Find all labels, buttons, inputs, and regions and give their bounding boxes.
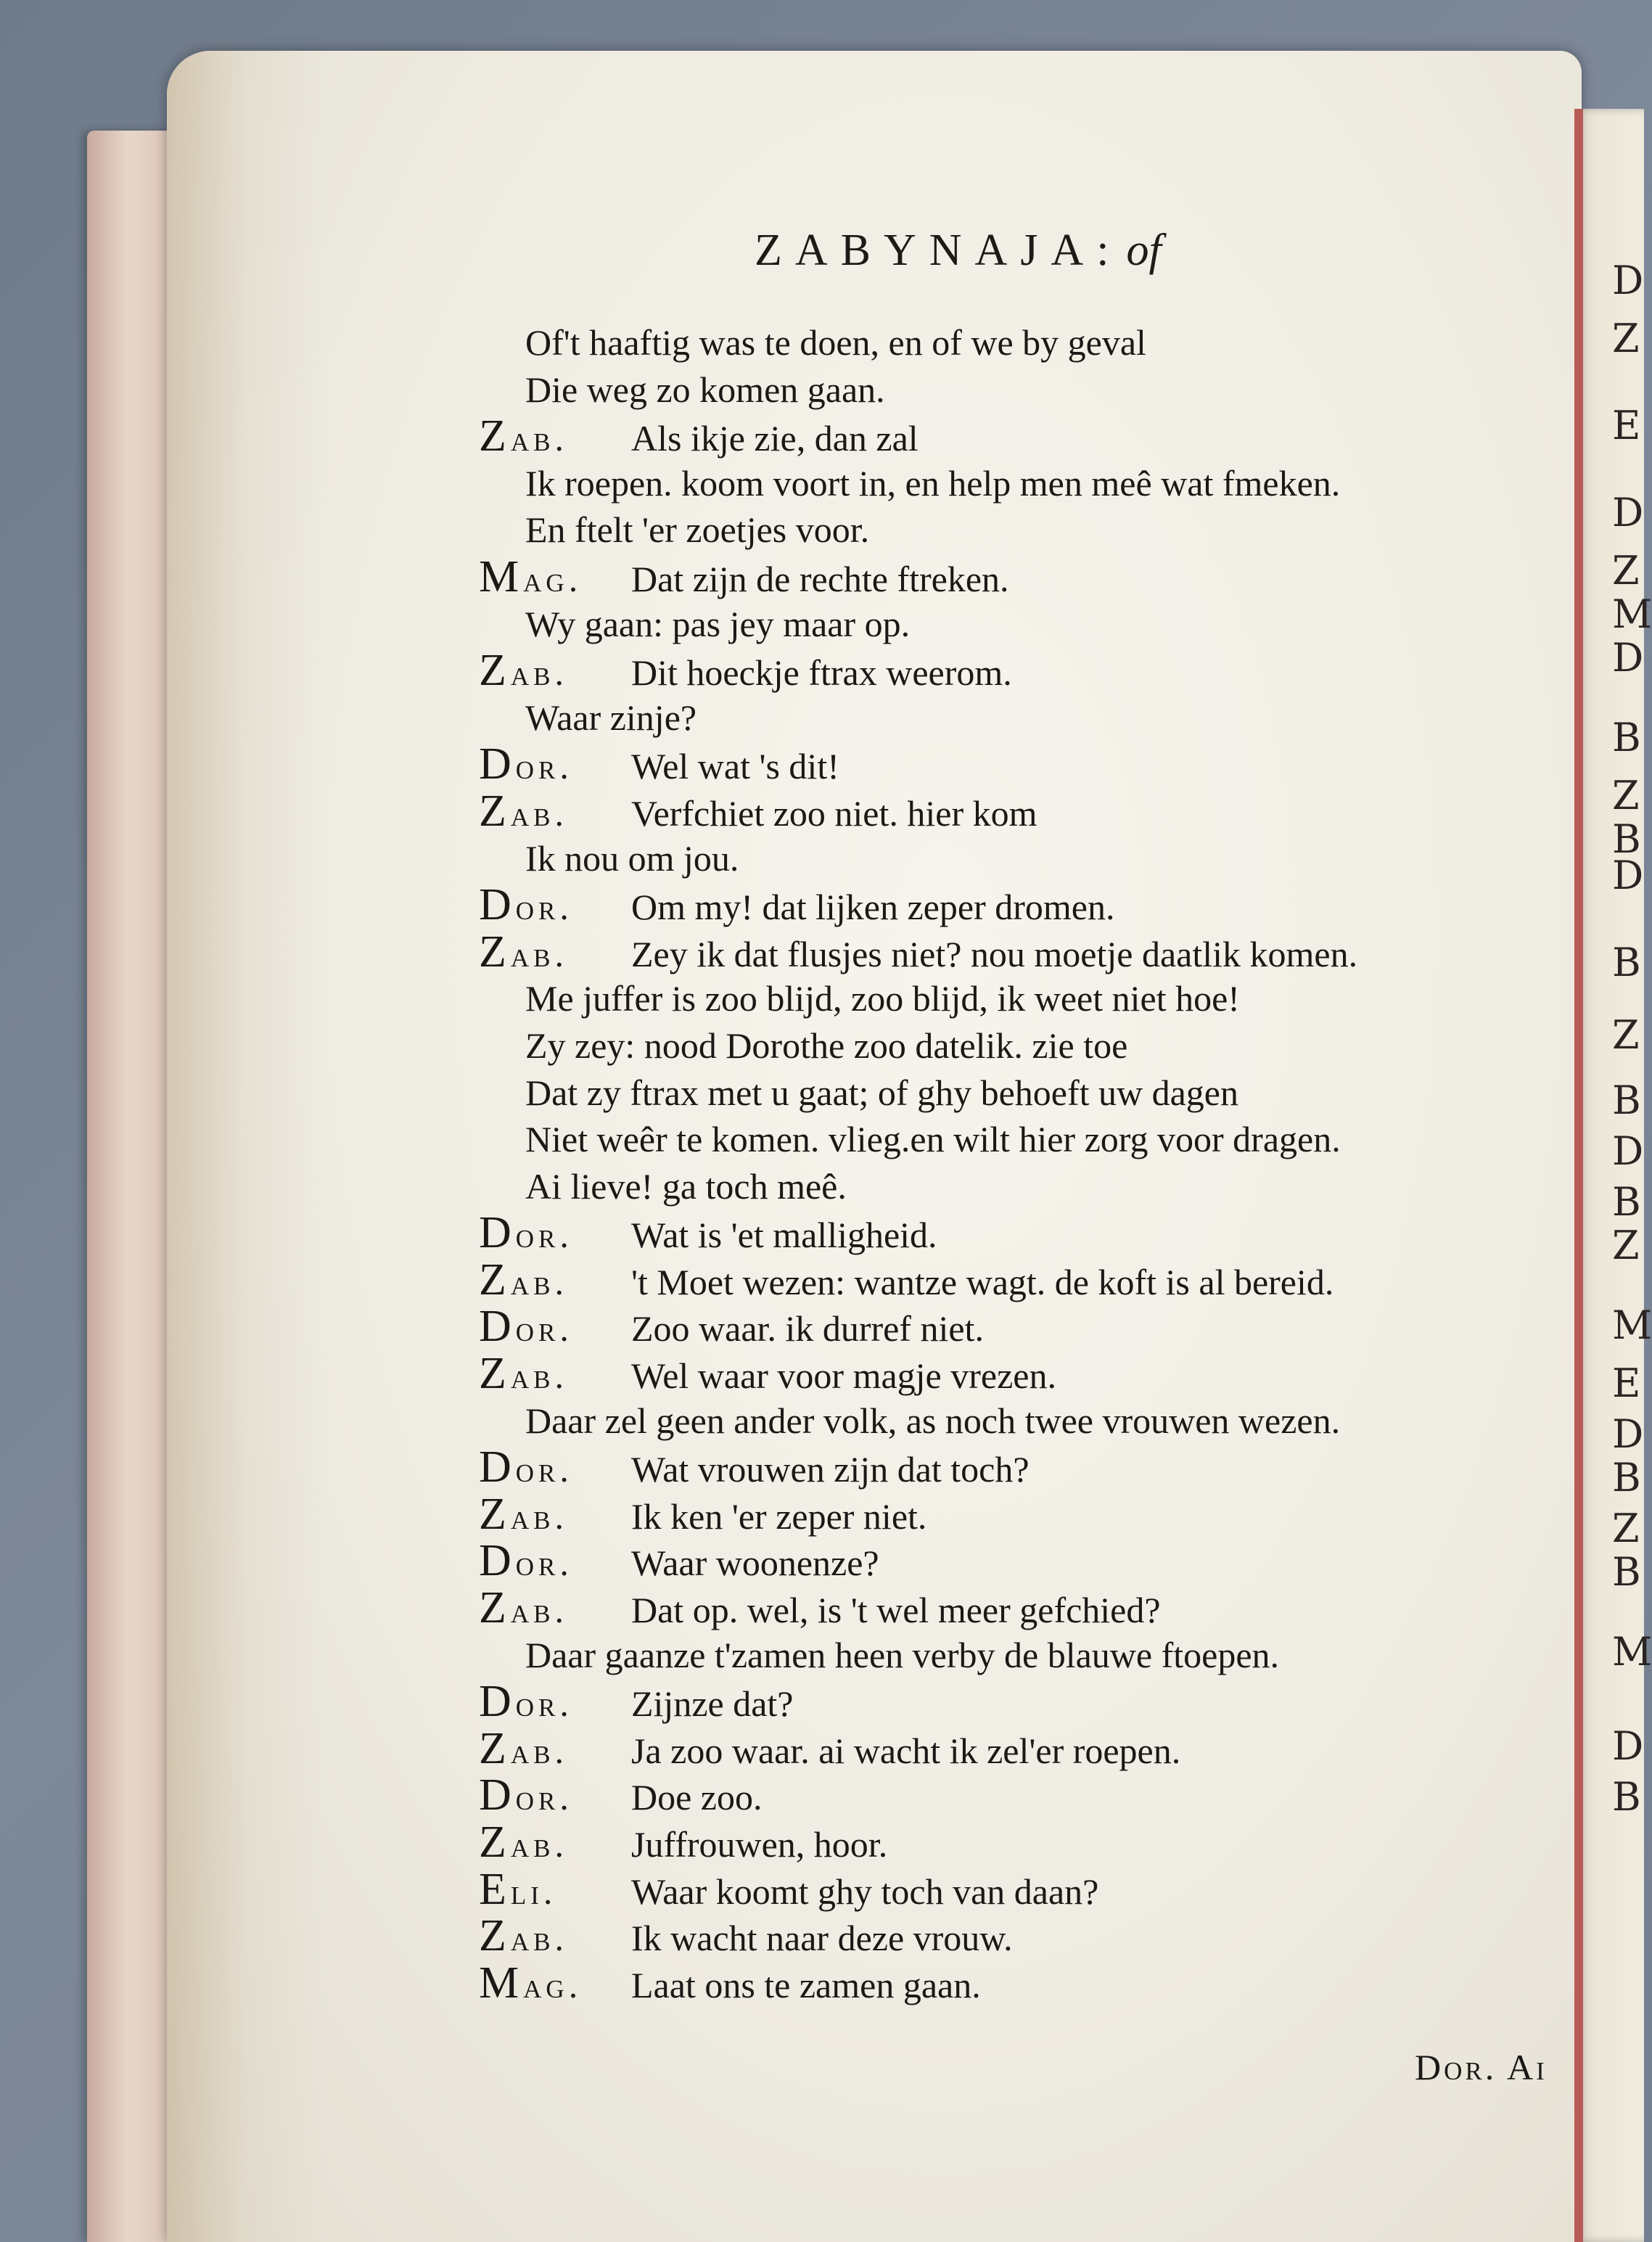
verse-text: Waar koomt ghy toch van daan?	[631, 1871, 1099, 1912]
verse-text: Verfchiet zoo niet. hier kom	[631, 792, 1037, 834]
verse-line	[479, 460, 1582, 507]
verse-text: Wel waar voor magje vrezen.	[631, 1355, 1056, 1397]
speaker-name: Zab.	[479, 1723, 568, 1773]
verse-line	[479, 1866, 1582, 1913]
verse-text: Dat zy ftrax met u gaat; of ghy behoeft uw dagen	[525, 1072, 1238, 1113]
adjacent-page-letter: E	[1612, 403, 1641, 448]
verse-line	[479, 366, 1582, 414]
speaker-name: Dor.	[479, 1208, 573, 1258]
speaker-name: Zab.	[479, 1349, 568, 1399]
adjacent-page-letter: D	[1612, 490, 1644, 535]
speaker-name: Zab.	[479, 646, 568, 696]
verse-line	[479, 1350, 1582, 1397]
verse-line	[479, 741, 1582, 788]
verse-line	[479, 1678, 1582, 1725]
adjacent-page	[1574, 109, 1652, 2242]
adjacent-page-letter: D	[1612, 1723, 1644, 1769]
verse-line	[479, 1210, 1582, 1257]
verse-text: Om my! dat lijken zeper dromen.	[631, 887, 1115, 928]
adjacent-page-letter: B	[1612, 940, 1641, 985]
verse-line	[479, 647, 1582, 694]
adjacent-page-letter: Z	[1612, 1223, 1640, 1268]
verse-line	[479, 1725, 1582, 1773]
adjacent-page-letter: E	[1612, 1360, 1641, 1406]
verse-text: Laat ons te zamen gaan.	[631, 1964, 981, 2005]
adjacent-page-letter: B	[1612, 816, 1641, 862]
running-head	[755, 225, 1162, 276]
speaker-name: Zab.	[479, 1583, 568, 1633]
adjacent-page-letter: B	[1612, 1774, 1641, 1820]
verse-text: Doe zoo.	[631, 1777, 763, 1818]
verse-text: Waar woonenze?	[631, 1543, 879, 1584]
verse-text: Zijnze dat?	[631, 1683, 794, 1725]
adjacent-page-letter: B	[1612, 715, 1641, 760]
catchword: Dor. Ai	[1415, 2047, 1548, 2087]
verse-text: Niet weêr te komen. vlieg.en wilt hier zorg voor dragen.	[525, 1119, 1341, 1160]
adjacent-page-letter: M	[1612, 1302, 1652, 1348]
adjacent-page-letter: Z	[1612, 773, 1640, 818]
verse-line	[479, 1397, 1582, 1445]
verse-line	[479, 975, 1582, 1022]
speaker-name: Zab.	[479, 1818, 568, 1867]
verse-text: Of't haaftig was te doen, en of we by geval	[525, 322, 1146, 363]
verse-text: Dat zijn de rechte ftreken.	[631, 558, 1009, 599]
verse-text: Ik roepen. koom voort in, en help men meê wat fmeken.	[525, 462, 1341, 504]
verse-text: Daar gaanze t'zamen heen verby de blauwe ftoepen.	[525, 1634, 1280, 1675]
verse-line	[479, 1960, 1582, 2007]
adjacent-page-letter: B	[1612, 1455, 1641, 1500]
speaker-name: Zab.	[479, 1911, 568, 1961]
speaker-name: Dor.	[479, 1442, 573, 1492]
speaker-name: Zab.	[479, 1489, 568, 1539]
adjacent-page-letter: D	[1612, 258, 1644, 303]
verse-line	[479, 1913, 1582, 1960]
speaker-name: Mag.	[479, 1958, 583, 2008]
adjacent-page-letter: Z	[1612, 548, 1640, 594]
verse-line	[479, 1069, 1582, 1117]
verse-line	[479, 1537, 1582, 1585]
adjacent-page-letter: Z	[1612, 316, 1640, 361]
speaker-name: Zab.	[479, 927, 568, 977]
speaker-name: Dor.	[479, 739, 573, 789]
verse-text: Dit hoeckje ftrax weerom.	[631, 652, 1012, 694]
speaker-name: Dor.	[479, 1302, 573, 1352]
verse-line	[479, 1163, 1582, 1210]
speaker-name: Zab.	[479, 411, 568, 461]
verse-text: Juffrouwen, hoor.	[631, 1824, 888, 1865]
verse-line	[479, 1022, 1582, 1069]
verse-text: Ik nou om jou.	[525, 837, 739, 879]
verse-line	[479, 929, 1582, 976]
verse-text: Als ikje zie, dan zal	[631, 418, 919, 459]
verse-line	[479, 1303, 1582, 1350]
verse-text: Ik wacht naar deze vrouw.	[631, 1918, 1013, 1959]
verse-text: Wat vrouwen zijn dat toch?	[631, 1449, 1030, 1490]
verse-line	[479, 1585, 1582, 1632]
verse-line	[479, 506, 1582, 554]
speaker-name: Zab.	[479, 786, 568, 836]
verse-line	[479, 1772, 1582, 1819]
speaker-name: Eli.	[479, 1864, 557, 1914]
speaker-name: Dor.	[479, 1770, 573, 1820]
verse-text: Zey ik dat flusjes niet? nou moetje daatlik komen.	[631, 933, 1358, 974]
adjacent-page-letter: B	[1612, 1549, 1641, 1595]
verse-text: Wel wat 's dit!	[631, 746, 839, 787]
running-head-of: of	[1126, 226, 1162, 275]
verse-line	[479, 694, 1582, 742]
verse-line	[479, 788, 1582, 835]
verse-text: Wy gaan: pas jey maar op.	[525, 603, 911, 644]
verse-text: Dat op. wel, is 't wel meer gefchied?	[631, 1590, 1161, 1631]
verse-line	[479, 551, 1582, 601]
adjacent-page-letter: D	[1612, 853, 1644, 898]
speaker-name: Mag.	[479, 551, 583, 601]
speaker-name: Dor.	[479, 1677, 573, 1727]
adjacent-page-letter: B	[1612, 1179, 1641, 1225]
verse-text: En ftelt 'er zoetjes voor.	[525, 509, 870, 551]
verse-line	[479, 835, 1582, 882]
verse-text: Wat is 'et malligheid.	[631, 1215, 937, 1256]
adjacent-page-letter: Z	[1612, 1012, 1640, 1058]
verse-text: Ai lieve! ga toch meê.	[525, 1165, 847, 1207]
adjacent-page-letter: D	[1612, 1128, 1644, 1174]
running-head-title: ZABYNAJA:	[755, 226, 1122, 275]
speaker-name: Dor.	[479, 880, 573, 930]
speaker-name: Dor.	[479, 1536, 573, 1586]
verse-line	[479, 319, 1582, 366]
page-foxing	[167, 51, 326, 2242]
verse-line	[479, 1491, 1582, 1538]
adjacent-page-letter: D	[1612, 1411, 1644, 1457]
verse-text: 't Moet wezen: wantze wagt. de koft is al bereid.	[631, 1261, 1334, 1302]
verse-line	[479, 1632, 1582, 1679]
verse-text: Daar zel geen ander volk, as noch twee vrouwen wezen.	[525, 1400, 1341, 1441]
verse-line	[479, 1257, 1582, 1304]
speaker-name: Zab.	[479, 1255, 568, 1305]
verse-text: Waar zinje?	[525, 697, 697, 738]
adjacent-page-letter: B	[1612, 1077, 1641, 1123]
adjacent-page-letter: M	[1612, 1629, 1652, 1675]
play-text	[479, 319, 1582, 2006]
adjacent-page-letter: Z	[1612, 1506, 1640, 1551]
verse-text: Ja zoo waar. ai wacht ik zel'er roepen.	[631, 1730, 1181, 1771]
verse-text: Zoo waar. ik durref niet.	[631, 1308, 984, 1350]
adjacent-page-letter: M	[1612, 591, 1652, 637]
adjacent-page-letter: D	[1612, 635, 1644, 681]
verse-line	[479, 882, 1582, 929]
verse-line	[479, 413, 1582, 460]
verse-line	[479, 1444, 1582, 1491]
verse-text: Me juffer is zoo blijd, zoo blijd, ik weet niet hoe!	[525, 978, 1240, 1019]
verse-line	[479, 1116, 1582, 1163]
verse-text: Zy zey: nood Dorothe zoo datelik. zie toe	[525, 1024, 1128, 1066]
verse-text: Die weg zo komen gaan.	[525, 369, 885, 410]
verse-text: Ik ken 'er zeper niet.	[631, 1495, 927, 1537]
verse-line	[479, 1819, 1582, 1866]
verse-line	[479, 601, 1582, 648]
